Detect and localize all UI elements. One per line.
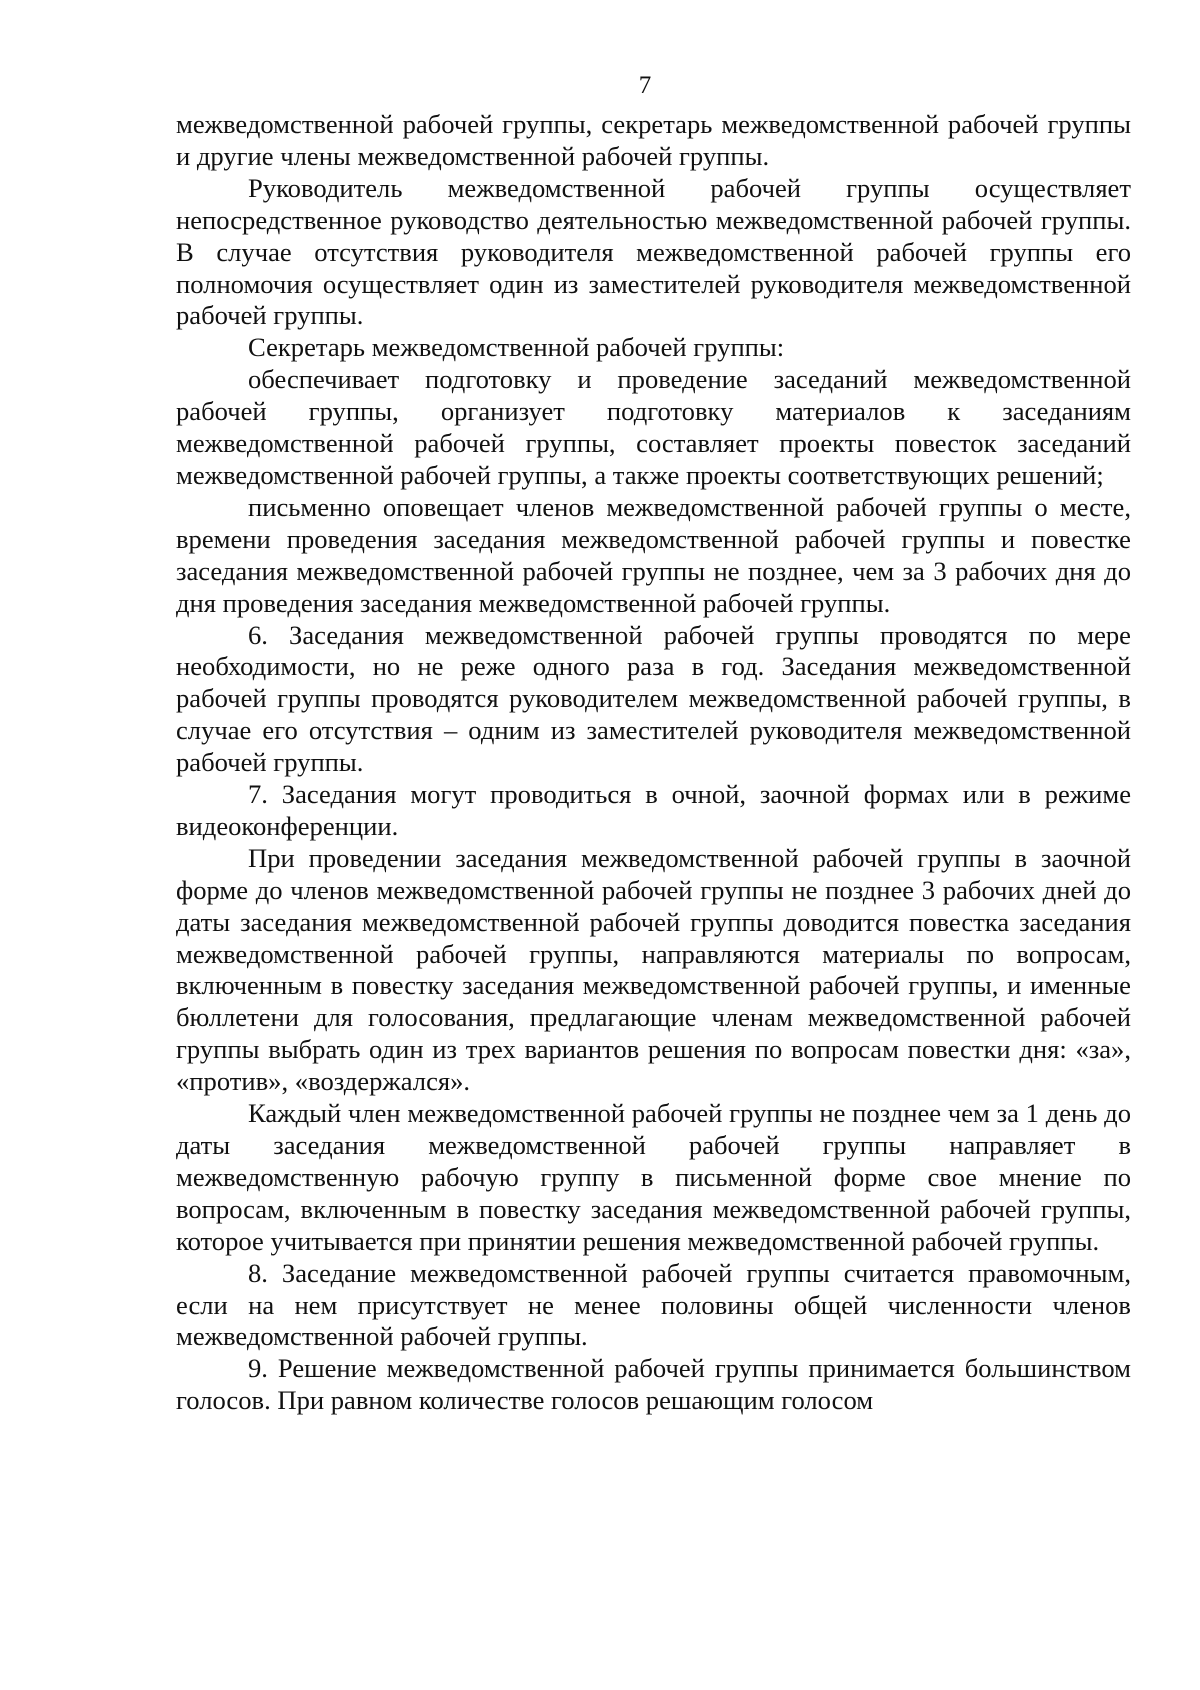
paragraph-secretary-prepares: обеспечивает подготовку и проведение заседаний межведомственной рабочей группы, организует подготовку материалов к заседаниям межведомственной рабочей группы, составляет проекты повесток заседаний межведомственной рабочей группы, а также проекты соответствующих решений; [176,364,1131,490]
paragraph-absentee-meeting: При проведении заседания межведомственной рабочей группы в заочной форме до членов межведомственной рабочей группы не позднее 3 рабочих дней до даты заседания межведомственной рабочей группы доводится повестка заседания межведомственной рабочей группы, направляются материалы по вопросам, включенным в повестку заседания межведомственной рабочей группы, и именные бюллетени для голосования, предлагающие членам межведомственной рабочей группы выбрать один из трех вариантов решения по вопросам повестки дня: «за», «против», «воздержался». [176,842,1131,1097]
paragraph-item-8: 8. Заседание межведомственной рабочей группы считается правомочным, если на нем присутствует не менее половины общей численности членов межведомственной рабочей группы. [176,1257,1131,1352]
paragraph-head-duties: Руководитель межведомственной рабочей группы осуществляет непосредственное руководство деятельностью межведомственной рабочей группы. В случае отсутствия руководителя межведомственной рабочей группы его полномочия осуществляет один из заместителей руководителя межведомственной рабочей группы. [176,172,1131,331]
paragraph-member-opinion: Каждый член межведомственной рабочей группы не позднее чем за 1 день до даты заседания межведомственной рабочей группы направляет в межведомственную рабочую группу в письменной форме свое мнение по вопросам, включенным в повестку заседания межведомственной рабочей группы, которое учитывается при принятии решения межведомственной рабочей группы. [176,1098,1131,1256]
page-number: 7 [638,72,652,99]
paragraph-secretary-intro: Секретарь межведомственной рабочей группы: [248,332,785,363]
paragraph-item-7: 7. Заседания могут проводиться в очной, заочной формах или в режиме видеоконференции. [176,779,1131,841]
document-body [176,109,1131,1417]
paragraph-item-6: 6. Заседания межведомственной рабочей группы проводятся по мере необходимости, но не реже одного раза в год. Заседания межведомственной рабочей группы проводятся руководителем межведомственной рабочей группы, в случае его отсутствия – одним из заместителей руководителя межведомственной рабочей группы. [176,619,1131,778]
paragraph-item-9: 9. Решение межведомственной рабочей группы принимается большинством голосов. При равном количестве голосов решающим голосом [176,1353,1131,1416]
paragraph-secretary-notifies: письменно оповещает членов межведомственной рабочей группы о месте, времени проведения заседания межведомственной рабочей группы и повестке заседания межведомственной рабочей группы не позднее, чем за 3 рабочих дня до дня проведения заседания межведомственной рабочей группы. [176,491,1131,618]
paragraph-continuation: межведомственной рабочей группы, секретарь межведомственной рабочей группы и другие члены межведомственной рабочей группы. [176,109,1131,171]
